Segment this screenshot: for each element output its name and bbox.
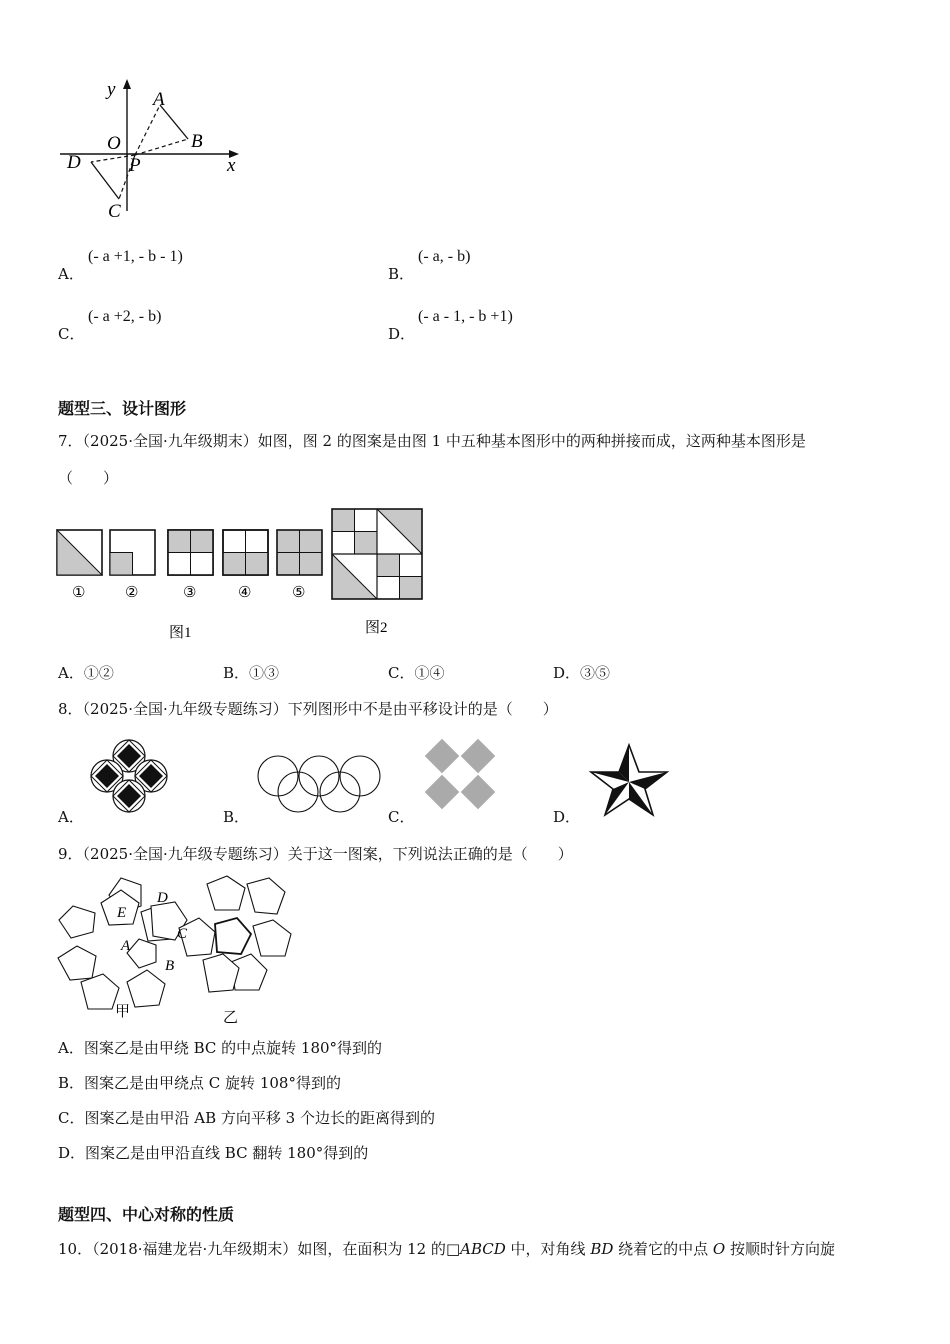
figure-1-caption: 图1: [169, 625, 192, 640]
label-c: C: [177, 926, 188, 942]
point-b-label: B: [191, 131, 203, 152]
basic-shape-5: [277, 530, 322, 575]
q8-figure-a: [88, 738, 170, 814]
q6-option-d[interactable]: [388, 323, 415, 344]
option-value: ①②: [83, 664, 114, 682]
option-letter: A．: [58, 664, 84, 682]
label-b: B: [165, 958, 175, 974]
question-number: 7．: [58, 432, 83, 450]
question-text-3: 绕着它的中点: [613, 1240, 713, 1258]
point-o-label: O: [107, 133, 121, 154]
shape-1-label: ①: [72, 585, 86, 601]
option-letter: D．: [553, 664, 581, 682]
x-axis-label: x: [227, 155, 236, 176]
point-a-label: A: [153, 89, 165, 110]
y-axis-arrow-icon: [123, 79, 131, 89]
q7-stem: [58, 430, 806, 451]
q9-option-c[interactable]: [58, 1107, 435, 1128]
option-letter: D．: [388, 325, 416, 343]
section-title: 题型三、设计图形: [58, 399, 187, 418]
q7-figure-1: [55, 525, 330, 640]
option-letter: C．: [58, 325, 85, 343]
option-letter: B．: [223, 808, 250, 826]
option-value: 图案乙是由甲绕 BC 的中点旋转 180°得到的: [83, 1039, 383, 1057]
shape-name: ABCD: [460, 1240, 506, 1258]
y-axis-label: y: [107, 79, 116, 100]
q6-option-b[interactable]: [388, 263, 414, 284]
question-number: 10．: [58, 1240, 93, 1258]
shape-2-label: ②: [125, 585, 139, 601]
option-value: 图案乙是由甲绕点 C 旋转 108°得到的: [84, 1074, 341, 1092]
option-value: ③⑤: [580, 664, 611, 682]
answer-blank: （ ）: [58, 469, 119, 487]
question-text: 下列图形中不是由平移设计的是（ ）: [287, 700, 558, 718]
q7-option-c[interactable]: [388, 662, 445, 683]
q9-option-a[interactable]: [58, 1037, 382, 1058]
option-letter: D．: [58, 1144, 86, 1162]
option-letter: A．: [58, 808, 84, 826]
q9-option-b[interactable]: [58, 1072, 341, 1093]
basic-shape-1: [57, 530, 102, 575]
center-name: O: [712, 1240, 726, 1258]
q8-option-a[interactable]: [58, 806, 84, 827]
shape-5-label: ⑤: [292, 585, 306, 601]
basic-shape-3: [168, 530, 213, 575]
question-text: 关于这一图案，下列说法正确的是（ ）: [287, 845, 573, 863]
option-letter: C．: [388, 664, 415, 682]
q6-option-a-value: (- a +1, - b - 1): [88, 248, 183, 265]
question-text-2: 中，对角线: [505, 1240, 591, 1258]
question-text-1: 如图，在面积为 12 的: [297, 1240, 446, 1258]
option-letter: D．: [553, 808, 581, 826]
label-a: A: [121, 938, 131, 954]
question-source: （2025·全国·九年级专题练习）: [82, 700, 288, 718]
q6-option-b-value: (- a, - b): [418, 248, 471, 265]
option-letter: A．: [58, 1039, 84, 1057]
section-title: 题型四、中心对称的性质: [58, 1205, 235, 1224]
question-text: 如图，图 2 的图案是由图 1 中五种基本图形中的两种拼接而成，这两种基本图形是: [257, 432, 806, 450]
q8-figure-b: [252, 752, 387, 816]
question-text-4: 按顺时针方向旋: [725, 1240, 836, 1258]
question-number: 8．: [58, 700, 83, 718]
option-value: 图案乙是由甲沿直线 BC 翻转 180°得到的: [85, 1144, 369, 1162]
option-letter: C．: [388, 808, 415, 826]
shape-4-label: ④: [238, 585, 252, 601]
label-d: D: [157, 890, 168, 906]
label-yi: 乙: [223, 1010, 239, 1025]
question-source: （2025·全国·九年级专题练习）: [82, 845, 288, 863]
basic-shape-4: [223, 530, 268, 575]
option-value: ①③: [249, 664, 280, 682]
point-p-label: P: [129, 155, 141, 176]
point-d-label: D: [67, 152, 81, 173]
question-source: （2018·福建龙岩·九年级期末）: [92, 1240, 298, 1258]
q8-figure-d: [588, 742, 670, 818]
q6-option-a[interactable]: [58, 263, 84, 284]
q9-pentagon-figure: [55, 870, 300, 1025]
q6-coordinate-figure: [55, 75, 255, 225]
q8-option-b[interactable]: [223, 806, 249, 827]
q8-option-d[interactable]: [553, 806, 580, 827]
question-number: 9．: [58, 845, 83, 863]
q6-option-d-value: (- a - 1, - b +1): [418, 308, 513, 325]
option-letter: B．: [223, 664, 250, 682]
q7-option-b[interactable]: [223, 662, 279, 683]
q7-figure-2: [328, 505, 428, 640]
q9-option-d[interactable]: [58, 1142, 368, 1163]
option-letter: B．: [58, 1074, 85, 1092]
basic-shape-2: [110, 530, 155, 575]
q10-stem: [58, 1238, 835, 1259]
question-source: （2025·全国·九年级期末）: [82, 432, 258, 450]
option-value: 图案乙是由甲沿 AB 方向平移 3 个边长的距离得到的: [84, 1109, 435, 1127]
diagonal-name: BD: [590, 1240, 614, 1258]
option-letter: A．: [58, 265, 84, 283]
shape-3-label: ③: [183, 585, 197, 601]
option-value: ①④: [414, 664, 445, 682]
figure-2-caption: 图2: [365, 620, 388, 636]
q7-option-a[interactable]: [58, 662, 114, 683]
q8-stem: [58, 698, 558, 719]
label-jia: 甲: [115, 1004, 131, 1020]
q8-option-c[interactable]: [388, 806, 414, 827]
q6-option-c-value: (- a +2, - b): [88, 308, 162, 325]
point-c-label: C: [108, 201, 121, 222]
q7-option-d[interactable]: [553, 662, 610, 683]
option-letter: C．: [58, 1109, 85, 1127]
q6-option-c[interactable]: [58, 323, 84, 344]
q9-stem: [58, 843, 573, 864]
q8-figure-c: [420, 736, 500, 812]
label-e: E: [117, 905, 127, 921]
option-letter: B．: [388, 265, 415, 283]
parallelogram-symbol: □: [445, 1240, 461, 1258]
